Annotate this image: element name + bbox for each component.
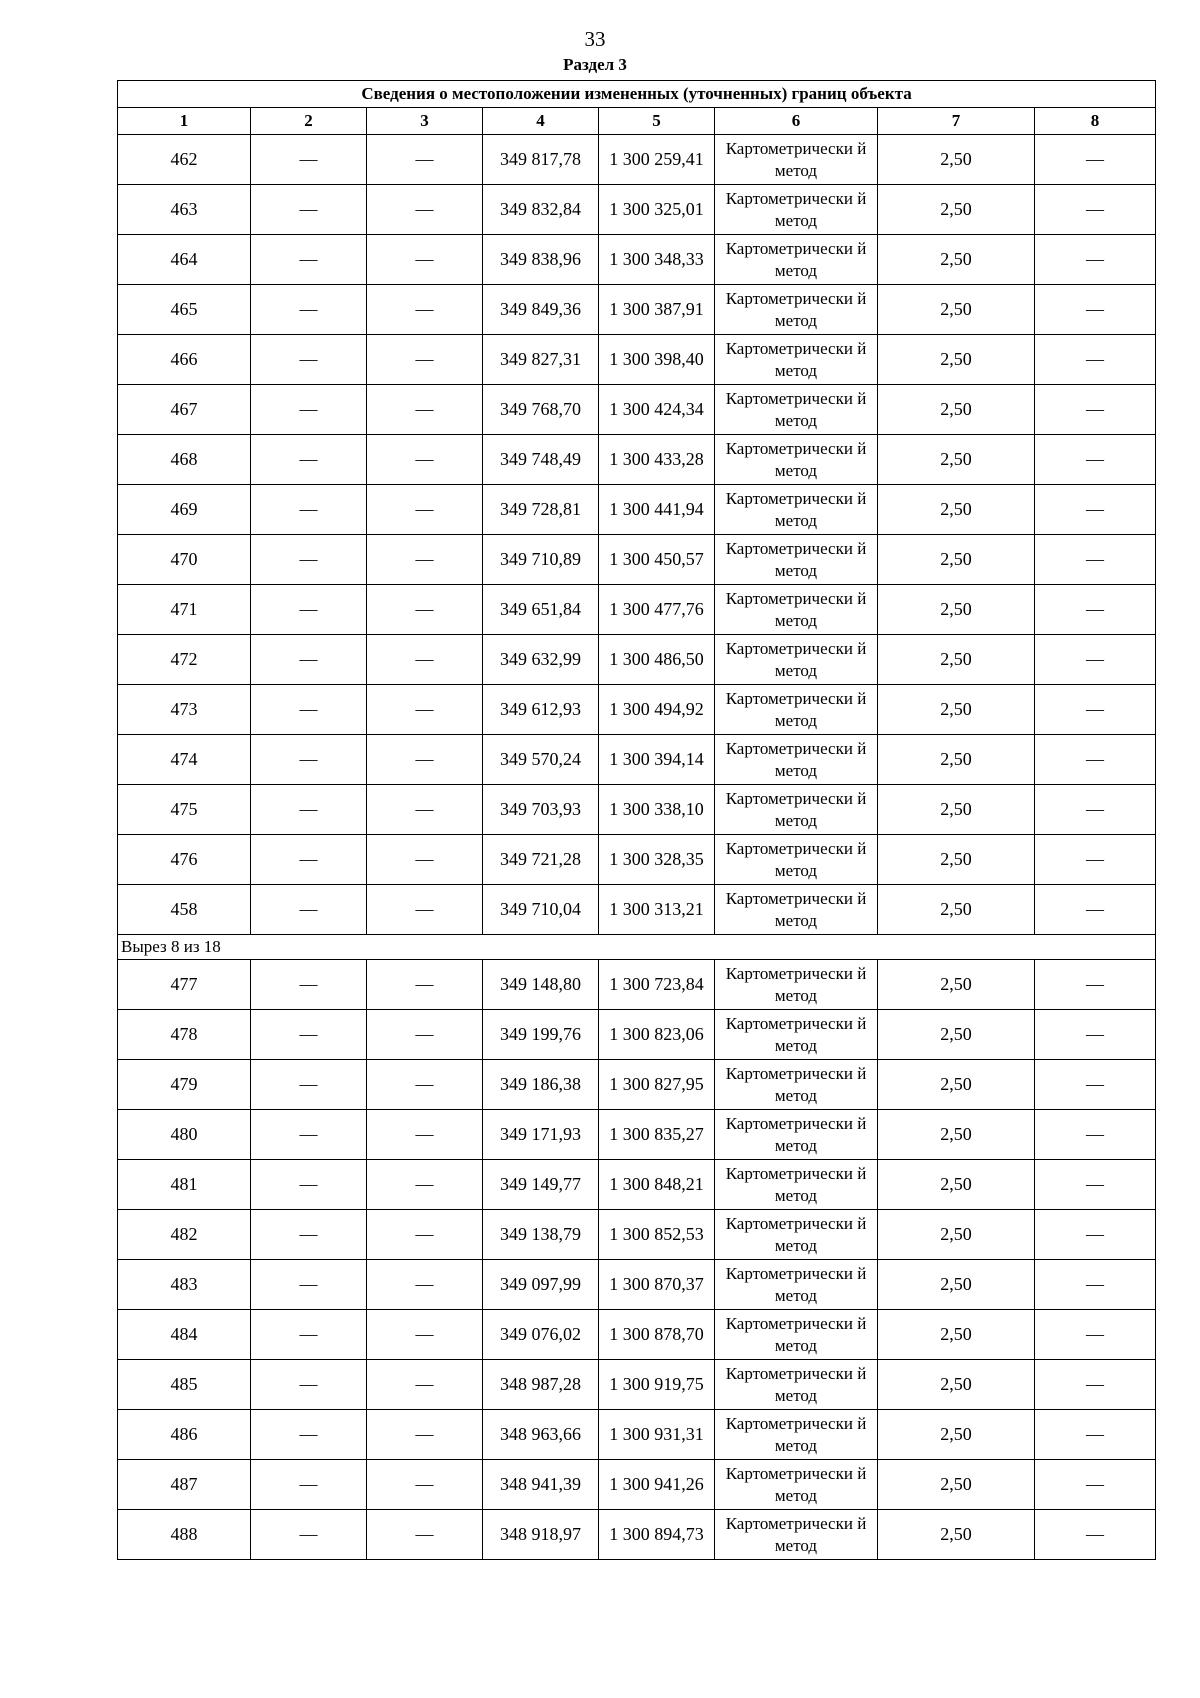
col8-cell: — — [1035, 785, 1156, 835]
col8-cell: — — [1035, 385, 1156, 435]
x-coordinate-cell: 349 710,04 — [483, 885, 599, 935]
boundary-coordinates-table — [117, 80, 1156, 1560]
col8-cell: — — [1035, 1360, 1156, 1410]
point-number-cell: 464 — [118, 235, 251, 285]
accuracy-cell: 2,50 — [878, 835, 1035, 885]
y-coordinate-cell: 1 300 823,06 — [599, 1010, 715, 1060]
x-coordinate-cell: 349 097,99 — [483, 1260, 599, 1310]
col8-cell: — — [1035, 1010, 1156, 1060]
column-number-header: 7 — [878, 108, 1035, 135]
accuracy-cell: 2,50 — [878, 1160, 1035, 1210]
method-cell: Картометрически й метод — [715, 785, 878, 835]
col2-cell: — — [251, 585, 367, 635]
method-cell: Картометрически й метод — [715, 535, 878, 585]
table-row — [118, 735, 1156, 785]
accuracy-cell: 2,50 — [878, 1310, 1035, 1360]
x-coordinate-cell: 348 918,97 — [483, 1510, 599, 1560]
col2-cell: — — [251, 285, 367, 335]
method-cell: Картометрически й метод — [715, 1160, 878, 1210]
method-cell: Картометрически й метод — [715, 1010, 878, 1060]
table-body — [118, 135, 1156, 1560]
col3-cell: — — [367, 835, 483, 885]
table-row — [118, 960, 1156, 1010]
col2-cell: — — [251, 1160, 367, 1210]
col3-cell: — — [367, 1010, 483, 1060]
table-row — [118, 1010, 1156, 1060]
col2-cell: — — [251, 1110, 367, 1160]
col8-cell: — — [1035, 1110, 1156, 1160]
x-coordinate-cell: 349 651,84 — [483, 585, 599, 635]
col8-cell: — — [1035, 585, 1156, 635]
col8-cell: — — [1035, 535, 1156, 585]
col3-cell: — — [367, 585, 483, 635]
col8-cell: — — [1035, 835, 1156, 885]
point-number-cell: 466 — [118, 335, 251, 385]
table-row — [118, 1310, 1156, 1360]
method-cell: Картометрически й метод — [715, 335, 878, 385]
y-coordinate-cell: 1 300 325,01 — [599, 185, 715, 235]
y-coordinate-cell: 1 300 878,70 — [599, 1310, 715, 1360]
col3-cell: — — [367, 1410, 483, 1460]
accuracy-cell: 2,50 — [878, 885, 1035, 935]
table-row — [118, 835, 1156, 885]
col3-cell: — — [367, 135, 483, 185]
col8-cell: — — [1035, 1060, 1156, 1110]
col3-cell: — — [367, 435, 483, 485]
method-cell: Картометрически й метод — [715, 235, 878, 285]
point-number-cell: 478 — [118, 1010, 251, 1060]
column-number-header: 1 — [118, 108, 251, 135]
y-coordinate-cell: 1 300 398,40 — [599, 335, 715, 385]
point-number-cell: 463 — [118, 185, 251, 235]
col3-cell: — — [367, 235, 483, 285]
point-number-cell: 482 — [118, 1210, 251, 1260]
x-coordinate-cell: 349 076,02 — [483, 1310, 599, 1360]
x-coordinate-cell: 349 199,76 — [483, 1010, 599, 1060]
col2-cell: — — [251, 335, 367, 385]
column-number-header: 3 — [367, 108, 483, 135]
col3-cell: — — [367, 485, 483, 535]
accuracy-cell: 2,50 — [878, 135, 1035, 185]
col8-cell: — — [1035, 960, 1156, 1010]
accuracy-cell: 2,50 — [878, 435, 1035, 485]
accuracy-cell: 2,50 — [878, 1060, 1035, 1110]
y-coordinate-cell: 1 300 852,53 — [599, 1210, 715, 1260]
table-row — [118, 435, 1156, 485]
method-cell: Картометрически й метод — [715, 885, 878, 935]
col3-cell: — — [367, 1260, 483, 1310]
x-coordinate-cell: 349 171,93 — [483, 1110, 599, 1160]
x-coordinate-cell: 349 612,93 — [483, 685, 599, 735]
col3-cell: — — [367, 1110, 483, 1160]
y-coordinate-cell: 1 300 387,91 — [599, 285, 715, 335]
col8-cell: — — [1035, 1460, 1156, 1510]
col2-cell: — — [251, 1010, 367, 1060]
col3-cell: — — [367, 1310, 483, 1360]
table-row — [118, 235, 1156, 285]
col8-cell: — — [1035, 135, 1156, 185]
point-number-cell: 475 — [118, 785, 251, 835]
point-number-cell: 462 — [118, 135, 251, 185]
col2-cell: — — [251, 1310, 367, 1360]
point-number-cell: 471 — [118, 585, 251, 635]
accuracy-cell: 2,50 — [878, 585, 1035, 635]
x-coordinate-cell: 348 941,39 — [483, 1460, 599, 1510]
accuracy-cell: 2,50 — [878, 535, 1035, 585]
point-number-cell: 479 — [118, 1060, 251, 1110]
col8-cell: — — [1035, 1260, 1156, 1310]
point-number-cell: 458 — [118, 885, 251, 935]
col3-cell: — — [367, 785, 483, 835]
method-cell: Картометрически й метод — [715, 1210, 878, 1260]
accuracy-cell: 2,50 — [878, 485, 1035, 535]
column-number-header: 2 — [251, 108, 367, 135]
column-number-header: 5 — [599, 108, 715, 135]
subsection-heading-row — [118, 935, 1156, 960]
table-row — [118, 1360, 1156, 1410]
accuracy-cell: 2,50 — [878, 1260, 1035, 1310]
col3-cell: — — [367, 1060, 483, 1110]
x-coordinate-cell: 349 721,28 — [483, 835, 599, 885]
table-row — [118, 885, 1156, 935]
col8-cell: — — [1035, 1160, 1156, 1210]
x-coordinate-cell: 349 149,77 — [483, 1160, 599, 1210]
col2-cell: — — [251, 1460, 367, 1510]
point-number-cell: 487 — [118, 1460, 251, 1510]
col2-cell: — — [251, 785, 367, 835]
table-row — [118, 1210, 1156, 1260]
method-cell: Картометрически й метод — [715, 285, 878, 335]
col8-cell: — — [1035, 335, 1156, 385]
accuracy-cell: 2,50 — [878, 635, 1035, 685]
y-coordinate-cell: 1 300 313,21 — [599, 885, 715, 935]
x-coordinate-cell: 349 138,79 — [483, 1210, 599, 1260]
accuracy-cell: 2,50 — [878, 1460, 1035, 1510]
method-cell: Картометрически й метод — [715, 185, 878, 235]
y-coordinate-cell: 1 300 870,37 — [599, 1260, 715, 1310]
method-cell: Картометрически й метод — [715, 735, 878, 785]
table-row — [118, 1160, 1156, 1210]
x-coordinate-cell: 349 728,81 — [483, 485, 599, 535]
method-cell: Картометрически й метод — [715, 960, 878, 1010]
accuracy-cell: 2,50 — [878, 1110, 1035, 1160]
x-coordinate-cell: 349 703,93 — [483, 785, 599, 835]
table-caption-row — [118, 81, 1156, 108]
method-cell: Картометрически й метод — [715, 1110, 878, 1160]
y-coordinate-cell: 1 300 941,26 — [599, 1460, 715, 1510]
col8-cell: — — [1035, 235, 1156, 285]
table-row — [118, 785, 1156, 835]
point-number-cell: 485 — [118, 1360, 251, 1410]
col3-cell: — — [367, 335, 483, 385]
y-coordinate-cell: 1 300 433,28 — [599, 435, 715, 485]
point-number-cell: 472 — [118, 635, 251, 685]
y-coordinate-cell: 1 300 477,76 — [599, 585, 715, 635]
method-cell: Картометрически й метод — [715, 1510, 878, 1560]
x-coordinate-cell: 349 748,49 — [483, 435, 599, 485]
y-coordinate-cell: 1 300 450,57 — [599, 535, 715, 585]
x-coordinate-cell: 349 838,96 — [483, 235, 599, 285]
method-cell: Картометрически й метод — [715, 635, 878, 685]
table-row — [118, 185, 1156, 235]
y-coordinate-cell: 1 300 259,41 — [599, 135, 715, 185]
method-cell: Картометрически й метод — [715, 685, 878, 735]
col8-cell: — — [1035, 685, 1156, 735]
col3-cell: — — [367, 1460, 483, 1510]
col3-cell: — — [367, 285, 483, 335]
table-row — [118, 135, 1156, 185]
y-coordinate-cell: 1 300 894,73 — [599, 1510, 715, 1560]
table-row — [118, 485, 1156, 535]
col3-cell: — — [367, 885, 483, 935]
section-title: Раздел 3 — [563, 55, 627, 74]
table-row — [118, 285, 1156, 335]
x-coordinate-cell: 349 768,70 — [483, 385, 599, 435]
point-number-cell: 470 — [118, 535, 251, 585]
method-cell: Картометрически й метод — [715, 1310, 878, 1360]
y-coordinate-cell: 1 300 723,84 — [599, 960, 715, 1010]
table-row — [118, 1460, 1156, 1510]
x-coordinate-cell: 349 832,84 — [483, 185, 599, 235]
table-row — [118, 1060, 1156, 1110]
accuracy-cell: 2,50 — [878, 1210, 1035, 1260]
column-number-header: 6 — [715, 108, 878, 135]
table-row — [118, 385, 1156, 435]
col3-cell: — — [367, 1210, 483, 1260]
col3-cell: — — [367, 735, 483, 785]
table-row — [118, 1260, 1156, 1310]
method-cell: Картометрически й метод — [715, 385, 878, 435]
method-cell: Картометрически й метод — [715, 435, 878, 485]
method-cell: Картометрически й метод — [715, 485, 878, 535]
table-caption: Сведения о местоположении измененных (уточненных) границ объекта — [118, 81, 1156, 108]
method-cell: Картометрически й метод — [715, 835, 878, 885]
point-number-cell: 476 — [118, 835, 251, 885]
col2-cell: — — [251, 735, 367, 785]
x-coordinate-cell: 349 570,24 — [483, 735, 599, 785]
accuracy-cell: 2,50 — [878, 335, 1035, 385]
table-row — [118, 535, 1156, 585]
table-row — [118, 635, 1156, 685]
y-coordinate-cell: 1 300 486,50 — [599, 635, 715, 685]
y-coordinate-cell: 1 300 848,21 — [599, 1160, 715, 1210]
col3-cell: — — [367, 685, 483, 735]
col3-cell: — — [367, 535, 483, 585]
col8-cell: — — [1035, 735, 1156, 785]
accuracy-cell: 2,50 — [878, 185, 1035, 235]
accuracy-cell: 2,50 — [878, 1510, 1035, 1560]
col3-cell: — — [367, 385, 483, 435]
method-cell: Картометрически й метод — [715, 1060, 878, 1110]
subsection-heading: Вырез 8 из 18 — [118, 935, 1156, 960]
method-cell: Картометрически й метод — [715, 1410, 878, 1460]
table-row — [118, 685, 1156, 735]
y-coordinate-cell: 1 300 827,95 — [599, 1060, 715, 1110]
y-coordinate-cell: 1 300 424,34 — [599, 385, 715, 435]
point-number-cell: 481 — [118, 1160, 251, 1210]
y-coordinate-cell: 1 300 394,14 — [599, 735, 715, 785]
y-coordinate-cell: 1 300 328,35 — [599, 835, 715, 885]
table-row — [118, 585, 1156, 635]
col8-cell: — — [1035, 285, 1156, 335]
page-number: 33 — [584, 27, 606, 51]
col3-cell: — — [367, 1510, 483, 1560]
point-number-cell: 465 — [118, 285, 251, 335]
y-coordinate-cell: 1 300 919,75 — [599, 1360, 715, 1410]
point-number-cell: 484 — [118, 1310, 251, 1360]
col2-cell: — — [251, 1410, 367, 1460]
col2-cell: — — [251, 1360, 367, 1410]
point-number-cell: 473 — [118, 685, 251, 735]
col8-cell: — — [1035, 885, 1156, 935]
col2-cell: — — [251, 1510, 367, 1560]
method-cell: Картометрически й метод — [715, 1260, 878, 1310]
col2-cell: — — [251, 185, 367, 235]
accuracy-cell: 2,50 — [878, 1360, 1035, 1410]
col2-cell: — — [251, 435, 367, 485]
accuracy-cell: 2,50 — [878, 385, 1035, 435]
method-cell: Картометрически й метод — [715, 1360, 878, 1410]
x-coordinate-cell: 349 710,89 — [483, 535, 599, 585]
col2-cell: — — [251, 960, 367, 1010]
accuracy-cell: 2,50 — [878, 785, 1035, 835]
point-number-cell: 483 — [118, 1260, 251, 1310]
point-number-cell: 467 — [118, 385, 251, 435]
column-number-header: 4 — [483, 108, 599, 135]
point-number-cell: 477 — [118, 960, 251, 1010]
col8-cell: — — [1035, 635, 1156, 685]
y-coordinate-cell: 1 300 835,27 — [599, 1110, 715, 1160]
table-row — [118, 1410, 1156, 1460]
x-coordinate-cell: 348 963,66 — [483, 1410, 599, 1460]
column-number-header: 8 — [1035, 108, 1156, 135]
point-number-cell: 468 — [118, 435, 251, 485]
y-coordinate-cell: 1 300 338,10 — [599, 785, 715, 835]
y-coordinate-cell: 1 300 348,33 — [599, 235, 715, 285]
col8-cell: — — [1035, 485, 1156, 535]
col2-cell: — — [251, 1060, 367, 1110]
accuracy-cell: 2,50 — [878, 735, 1035, 785]
y-coordinate-cell: 1 300 931,31 — [599, 1410, 715, 1460]
table-row — [118, 1110, 1156, 1160]
col2-cell: — — [251, 685, 367, 735]
x-coordinate-cell: 349 849,36 — [483, 285, 599, 335]
accuracy-cell: 2,50 — [878, 235, 1035, 285]
col3-cell: — — [367, 1360, 483, 1410]
method-cell: Картометрически й метод — [715, 585, 878, 635]
point-number-cell: 469 — [118, 485, 251, 535]
col8-cell: — — [1035, 1510, 1156, 1560]
col2-cell: — — [251, 535, 367, 585]
col3-cell: — — [367, 960, 483, 1010]
x-coordinate-cell: 349 632,99 — [483, 635, 599, 685]
point-number-cell: 488 — [118, 1510, 251, 1560]
col2-cell: — — [251, 885, 367, 935]
accuracy-cell: 2,50 — [878, 1410, 1035, 1460]
col8-cell: — — [1035, 435, 1156, 485]
x-coordinate-cell: 349 827,31 — [483, 335, 599, 385]
col2-cell: — — [251, 835, 367, 885]
col8-cell: — — [1035, 185, 1156, 235]
accuracy-cell: 2,50 — [878, 685, 1035, 735]
x-coordinate-cell: 349 817,78 — [483, 135, 599, 185]
point-number-cell: 480 — [118, 1110, 251, 1160]
method-cell: Картометрически й метод — [715, 1460, 878, 1510]
col2-cell: — — [251, 1260, 367, 1310]
col2-cell: — — [251, 235, 367, 285]
col2-cell: — — [251, 485, 367, 535]
col8-cell: — — [1035, 1410, 1156, 1460]
y-coordinate-cell: 1 300 441,94 — [599, 485, 715, 535]
x-coordinate-cell: 349 148,80 — [483, 960, 599, 1010]
col2-cell: — — [251, 135, 367, 185]
point-number-cell: 474 — [118, 735, 251, 785]
x-coordinate-cell: 349 186,38 — [483, 1060, 599, 1110]
x-coordinate-cell: 348 987,28 — [483, 1360, 599, 1410]
accuracy-cell: 2,50 — [878, 285, 1035, 335]
col3-cell: — — [367, 1160, 483, 1210]
method-cell: Картометрически й метод — [715, 135, 878, 185]
accuracy-cell: 2,50 — [878, 1010, 1035, 1060]
column-number-row — [118, 108, 1156, 135]
col8-cell: — — [1035, 1210, 1156, 1260]
col2-cell: — — [251, 385, 367, 435]
col8-cell: — — [1035, 1310, 1156, 1360]
col3-cell: — — [367, 635, 483, 685]
y-coordinate-cell: 1 300 494,92 — [599, 685, 715, 735]
col3-cell: — — [367, 185, 483, 235]
col2-cell: — — [251, 635, 367, 685]
point-number-cell: 486 — [118, 1410, 251, 1460]
table-row — [118, 335, 1156, 385]
col2-cell: — — [251, 1210, 367, 1260]
accuracy-cell: 2,50 — [878, 960, 1035, 1010]
table-row — [118, 1510, 1156, 1560]
